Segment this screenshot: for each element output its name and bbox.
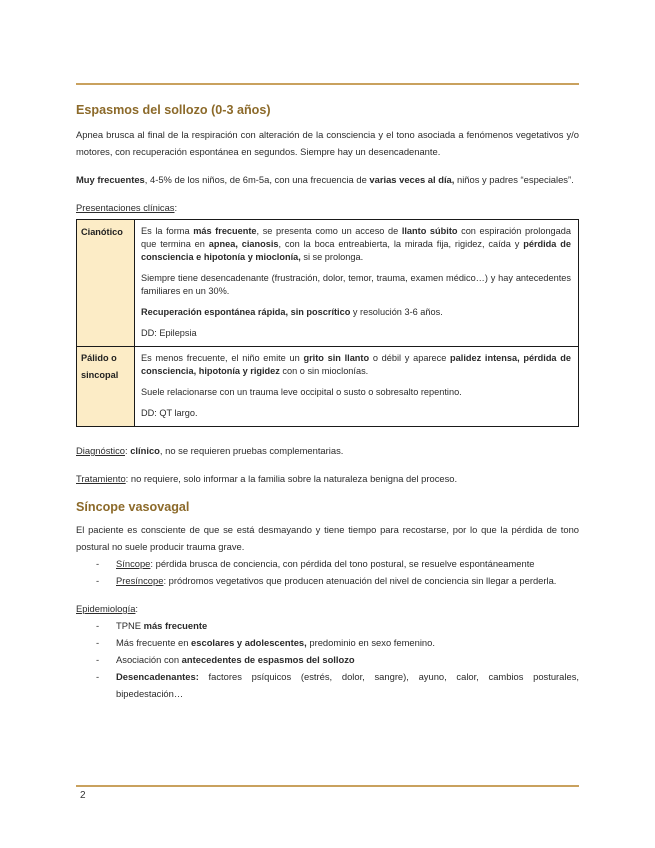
page-content <box>76 96 579 702</box>
diagnosis-line: Diagnóstico: clínico, no se requieren pruebas complementarias. <box>76 445 344 456</box>
list-item: - Asociación con antecedentes de espasmos del sollozo <box>96 654 355 665</box>
sincope-definitions <box>76 555 579 589</box>
section-title-sincope: Síncope vasovagal <box>76 500 190 514</box>
espasmos-intro: Apnea brusca al final de la respiración con alteración de la consciencia y el tono asociada a fenómenos vegetativos y/o motores, con recuperación espontánea en segundos. Siempre hay un desencadenante. <box>76 129 579 157</box>
epidemiology-list <box>76 617 579 702</box>
table-row-cianotico <box>77 220 579 347</box>
sincope-intro: El paciente es consciente de que se está desmayando y tiene tiempo para recostarse, por lo que la pérdida de tono postural no suele producir trauma grave. <box>76 524 579 552</box>
list-item: - Desencadenantes: factores psíquicos (estrés, dolor, sangre), ayuno, calor, cambios posturales, bipedestación… <box>96 671 579 699</box>
label-cianotico: Cianótico <box>77 220 135 347</box>
desc-palido: Es menos frecuente, el niño emite un grito sin llanto o débil y aparece palidez intensa, pérdida de consciencia, hipotonía y rigidez con o sin mioclonías. Suele relacionarse con un trauma leve occipital o susto o sobresalto repentino. DD: QT largo. <box>135 347 579 427</box>
presentations-heading: Presentaciones clínicas: <box>76 202 178 213</box>
treatment-line: Tratamiento: no requiere, solo informar a la familia sobre la naturaleza benigna del proceso. <box>76 473 458 484</box>
top-rule <box>76 83 579 85</box>
espasmos-frequency: Muy frecuentes, 4-5% de los niños, de 6m-5a, con una frecuencia de varias veces al día, niños y padres “especiales”. <box>76 174 574 185</box>
list-item: - Presíncope: pródromos vegetativos que producen atenuación del nivel de conciencia sin llegar a perderla. <box>96 575 557 586</box>
list-item: - Más frecuente en escolares y adolescentes, predominio en sexo femenino. <box>96 637 435 648</box>
page-number: 2 <box>80 790 86 801</box>
presentations-table <box>76 219 579 427</box>
list-item: - Síncope: pérdida brusca de conciencia, con pérdida del tono postural, se resuelve espontáneamente <box>96 558 535 569</box>
list-item: - TPNE más frecuente <box>96 620 208 631</box>
desc-cianotico: Es la forma más frecuente, se presenta como un acceso de llanto súbito con espiración prolongada que termina en apnea, cianosis, con la boca entreabierta, la mirada fija, rigidez, caída y pérdida de consciencia e hipotonía y mioclonía, si se prolonga. Siempre tiene desencadenante (frustración, dolor, temor, trauma, examen médico…) y hay antecedentes familiares en un 30%. Recuperación espontánea rápida, sin poscrítico y resolución 3-6 años. DD: Epilepsia <box>135 220 579 347</box>
bottom-rule <box>76 785 579 787</box>
section-title-espasmos: Espasmos del sollozo (0-3 años) <box>76 103 271 117</box>
label-palido: Pálido o sincopal <box>77 347 135 427</box>
epidemiology-heading: Epidemiología: <box>76 603 139 614</box>
table-row-palido <box>77 347 579 427</box>
